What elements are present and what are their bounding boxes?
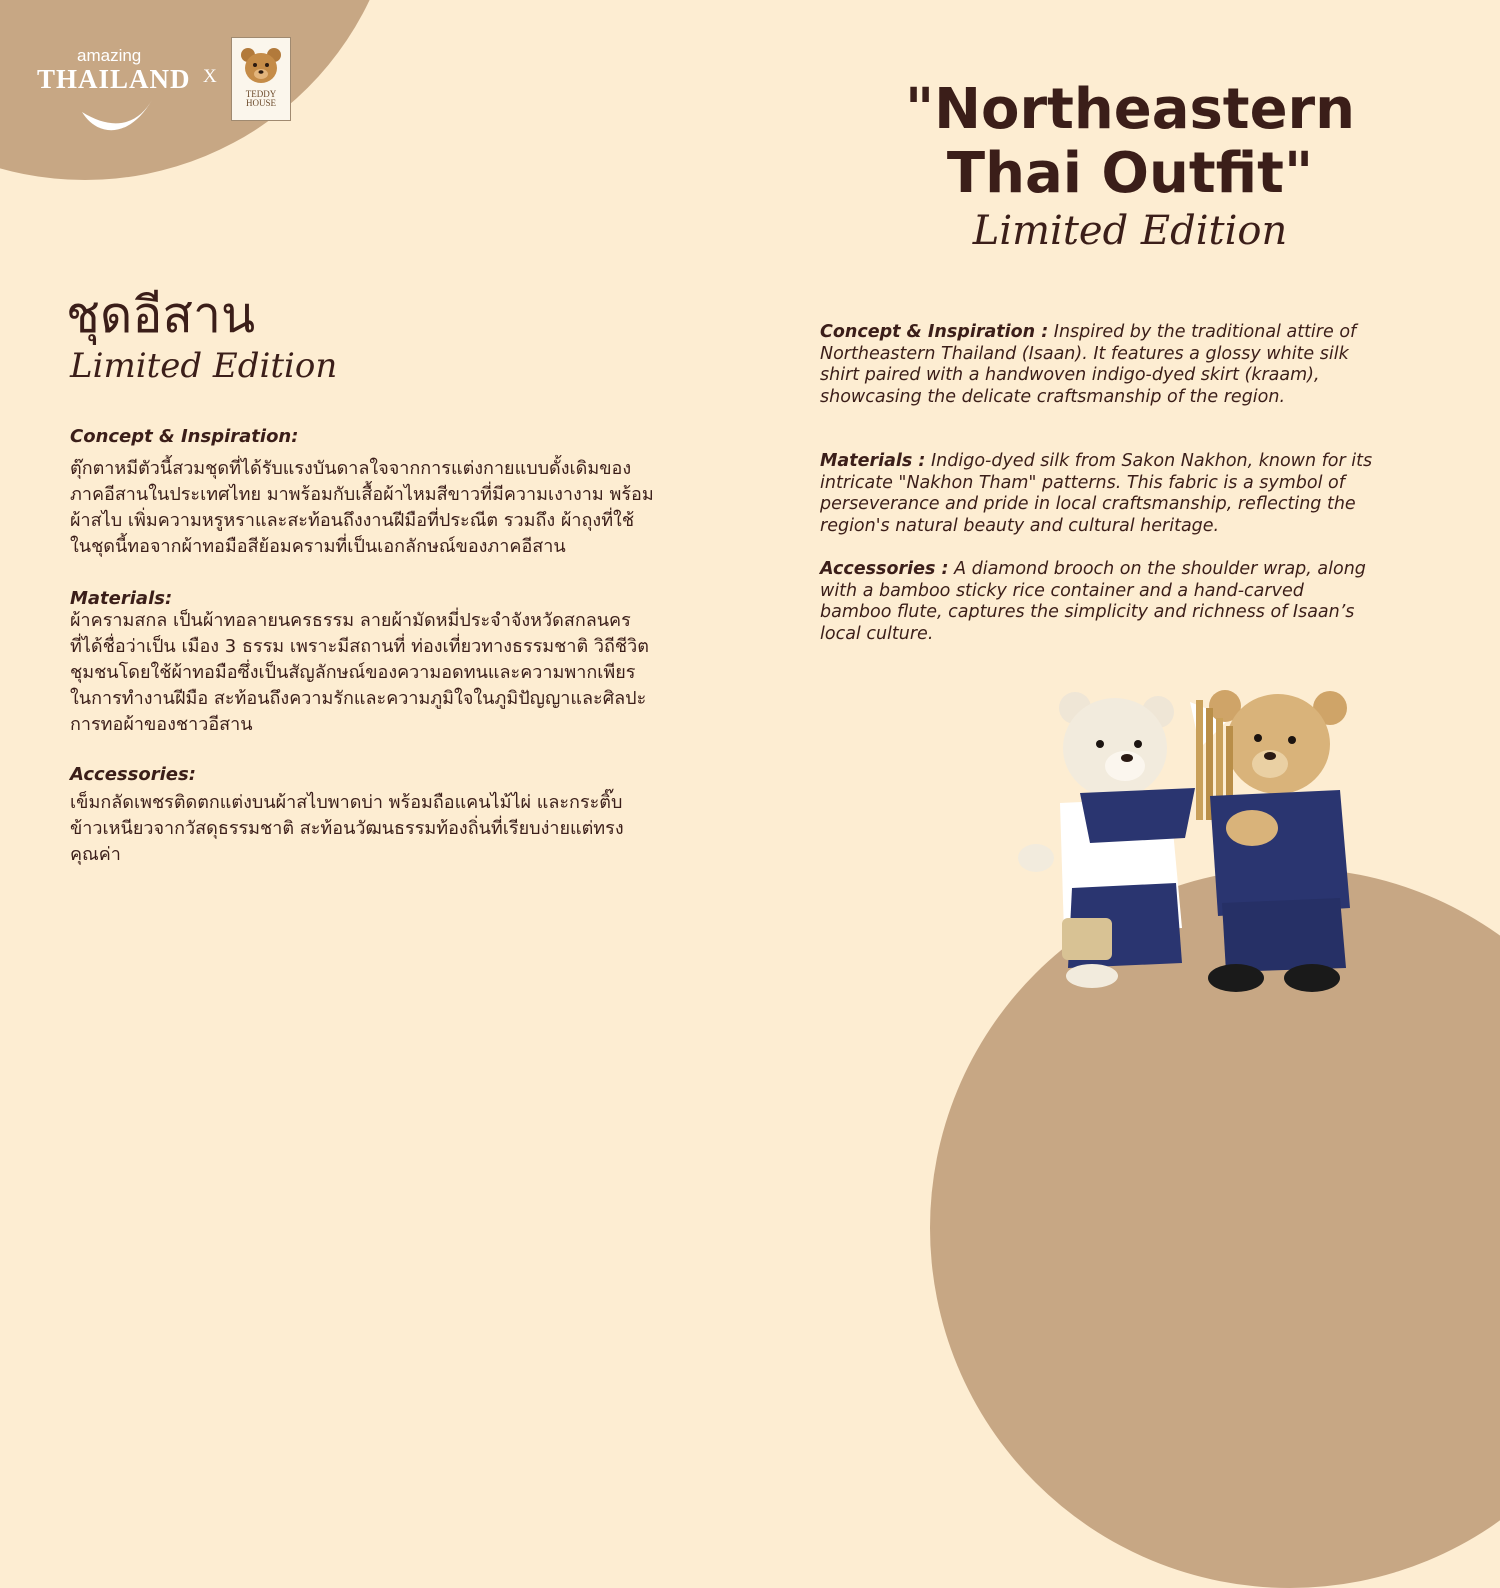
logo-amazing-text: amazing [77,46,142,65]
right-accessories-heading: Accessories : [820,559,949,579]
right-materials-paragraph [820,451,1450,537]
text-line: ที่ได้ชื่อว่าเป็น เมือง 3 ธรรม เพราะมีสถานที่ ท่องเที่ยวทางธรรมชาติ วิถีชีวิต [70,636,649,657]
text-line: region's natural beauty and cultural heritage. [820,515,1220,536]
text-line: A diamond brooch on the shoulder wrap, along [954,559,1366,579]
thai-title: ชุดอีสาน [66,286,256,344]
text-line: ผ้าสไบ เพิ่มความหรูหราและสะท้อนถึงงานฝีมือที่ประณีต รวมถึง ผ้าถุงที่ใช้ [70,510,635,531]
text-line: Indigo-dyed silk from Sakon Nakhon, known for its [930,451,1373,471]
text-line: Northeastern Thailand (Isaan). It features a glossy white silk [820,343,1349,364]
left-limited-edition: Limited Edition [70,346,338,386]
text-line: ในชุดนี้ทอจากผ้าทอมือสีย้อมครามที่เป็นเอกลักษณ์ของภาคอีสาน [70,536,566,557]
teddy-bears-image [1000,678,1360,998]
text-line: คุณค่า [70,844,121,865]
left-concept-body [70,456,710,560]
smile-swoosh-icon [80,98,160,138]
text-line: ในการทำงานฝีมือ สะท้อนถึงความรักและความภูมิใจในภูมิปัญญาและศิลปะ [70,688,647,709]
text-line: local culture. [820,623,934,644]
right-accessories-paragraph [820,559,1450,645]
text-line: intricate "Nakhon Tham" patterns. This fabric is a symbol of [820,472,1345,493]
text-line: perseverance and pride in local craftsmanship, reflecting the [820,494,1356,514]
teddy-house-text: TEDDY HOUSE [245,89,277,108]
right-materials-heading: Materials : [820,451,926,471]
text-line: ตุ๊กตาหมีตัวนี้สวมชุดที่ได้รับแรงบันดาลใจจากการแต่งกายแบบดั้งเดิมของ [70,458,632,479]
left-materials-heading: Materials: [70,588,173,609]
left-materials-body [70,608,710,738]
text-line: การทอผ้าของชาวอีสาน [70,714,253,735]
left-concept-heading: Concept & Inspiration: [70,426,299,447]
right-concept-heading: Concept & Inspiration : [820,322,1049,342]
golden-bear [1196,690,1350,992]
text-line: with a bamboo sticky rice container and a hand-carved [820,580,1304,601]
right-concept-paragraph [820,322,1450,408]
right-limited-edition: Limited Edition [972,208,1288,254]
logo-thailand-text: THAILAND [37,64,191,94]
title-line-1: "Northeastern [904,77,1356,142]
title-line-2: Thai Outfit" [946,141,1314,206]
text-line: ชุมชนโดยใช้ผ้าทอมือซึ่งเป็นสัญลักษณ์ของความอดทนและความพากเพียร [70,662,636,683]
teddy-face-icon [240,46,282,86]
text-line: showcasing the delicate craftsmanship of the region. [820,386,1286,407]
text-line: ข้าวเหนียวจากวัสดุธรรมชาติ สะท้อนวัฒนธรรมท้องถิ่นที่เรียบง่ายแต่ทรง [70,818,624,839]
left-accessories-heading: Accessories: [70,764,196,785]
teddy-house-logo [231,37,291,121]
text-line: ภาคอีสานในประเทศไทย มาพร้อมกับเสื้อผ้าไหมสีขาวที่มีความเงางาม พร้อม [70,484,654,505]
text-line: เข็มกลัดเพชรติดตกแต่งบนผ้าสไบพาดบ่า พร้อมถือแคนไม้ไผ่ และกระติ๊บ [70,792,623,813]
text-line: shirt paired with a handwoven indigo-dyed skirt (kraam), [820,365,1320,385]
left-accessories-body [70,790,710,868]
text-line: bamboo flute, captures the simplicity and richness of Isaan’s [820,602,1355,622]
collab-x: X [203,66,217,87]
text-line: ผ้าครามสกล เป็นผ้าทอลายนครธรรม ลายผ้ามัดหมี่ประจำจังหวัดสกลนคร [70,610,631,631]
text-line: Inspired by the traditional attire of [1053,322,1357,342]
amazing-thailand-logo [30,46,195,136]
english-title [840,78,1420,206]
